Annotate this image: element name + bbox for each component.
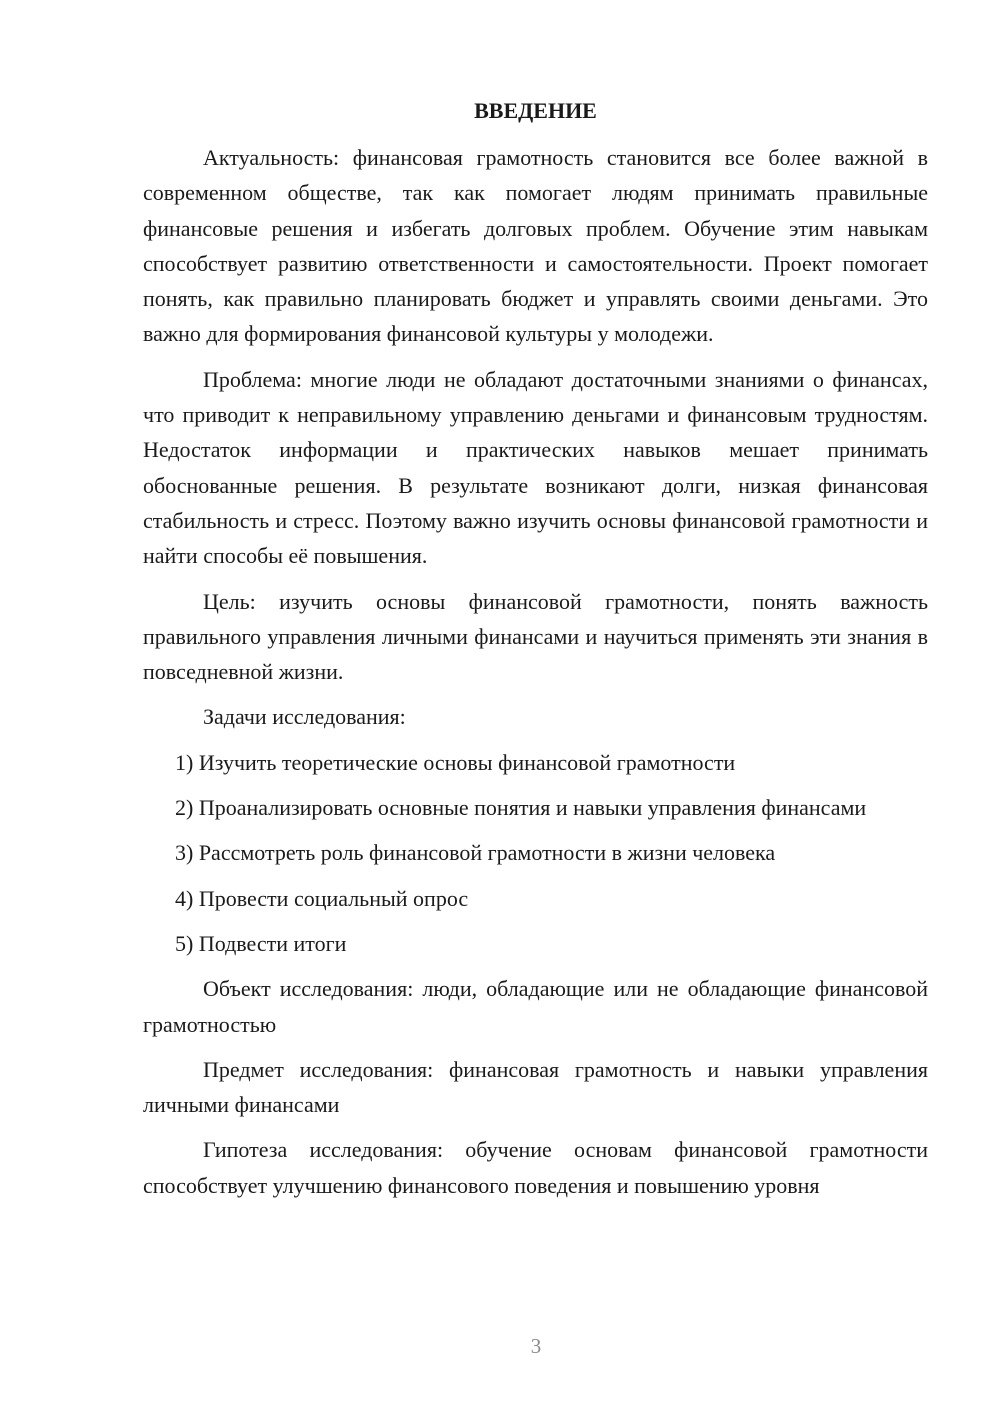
paragraph-subject: Предмет исследования: финансовая грамотность и навыки управления личными финансами xyxy=(143,1056,928,1118)
paragraph-relevance: Актуальность: финансовая грамотность становится все более важной в современном обществе, так как помогает людям принимать правильные финансовые решения и избегать долговых проблем. Обучение этим навыкам способствует развитию ответственности и самостоятельности. Проект помогает понять, как правильно планировать бюджет и управлять своими деньгами. Это важно для формирования финансовой культуры у молодежи. xyxy=(143,145,928,347)
paragraph-hypothesis: Гипотеза исследования: обучение основам финансовой грамотности способствует улучшению финансового поведения и повышению уровня xyxy=(143,1137,928,1198)
page-content xyxy=(143,95,928,1213)
paragraph-goal: Цель: изучить основы финансовой грамотности, понять важность правильного управления личными финансами и научиться применять эти знания в повседневной жизни. xyxy=(143,588,928,685)
task-item-3: 3) Рассмотреть роль финансовой грамотности в жизни человека xyxy=(175,840,776,866)
task-item-1: 1) Изучить теоретические основы финансовой грамотности xyxy=(175,749,736,775)
paragraph-object: Объект исследования: люди, обладающие или не обладающие финансовой грамотностью xyxy=(143,976,928,1037)
page-title: ВВЕДЕНИЕ xyxy=(474,98,597,123)
task-item-4: 4) Провести социальный опрос xyxy=(175,885,469,911)
tasks-heading: Задачи исследования: xyxy=(203,704,406,730)
task-item-2: 2) Проанализировать основные понятия и навыки управления финансами xyxy=(175,795,867,821)
paragraph-problem: Проблема: многие люди не обладают достаточными знаниями о финансах, что приводит к неправильному управлению деньгами и финансовым трудностям. Недостаток информации и практических навыков мешает принимать обоснованные решения. В результате возникают долги, низкая финансовая стабильность и стресс. Поэтому важно изучить основы финансовой грамотности и найти способы её повышения. xyxy=(143,366,928,569)
task-item-5: 5) Подвести итоги xyxy=(175,930,347,956)
page-number: 3 xyxy=(530,1334,542,1358)
